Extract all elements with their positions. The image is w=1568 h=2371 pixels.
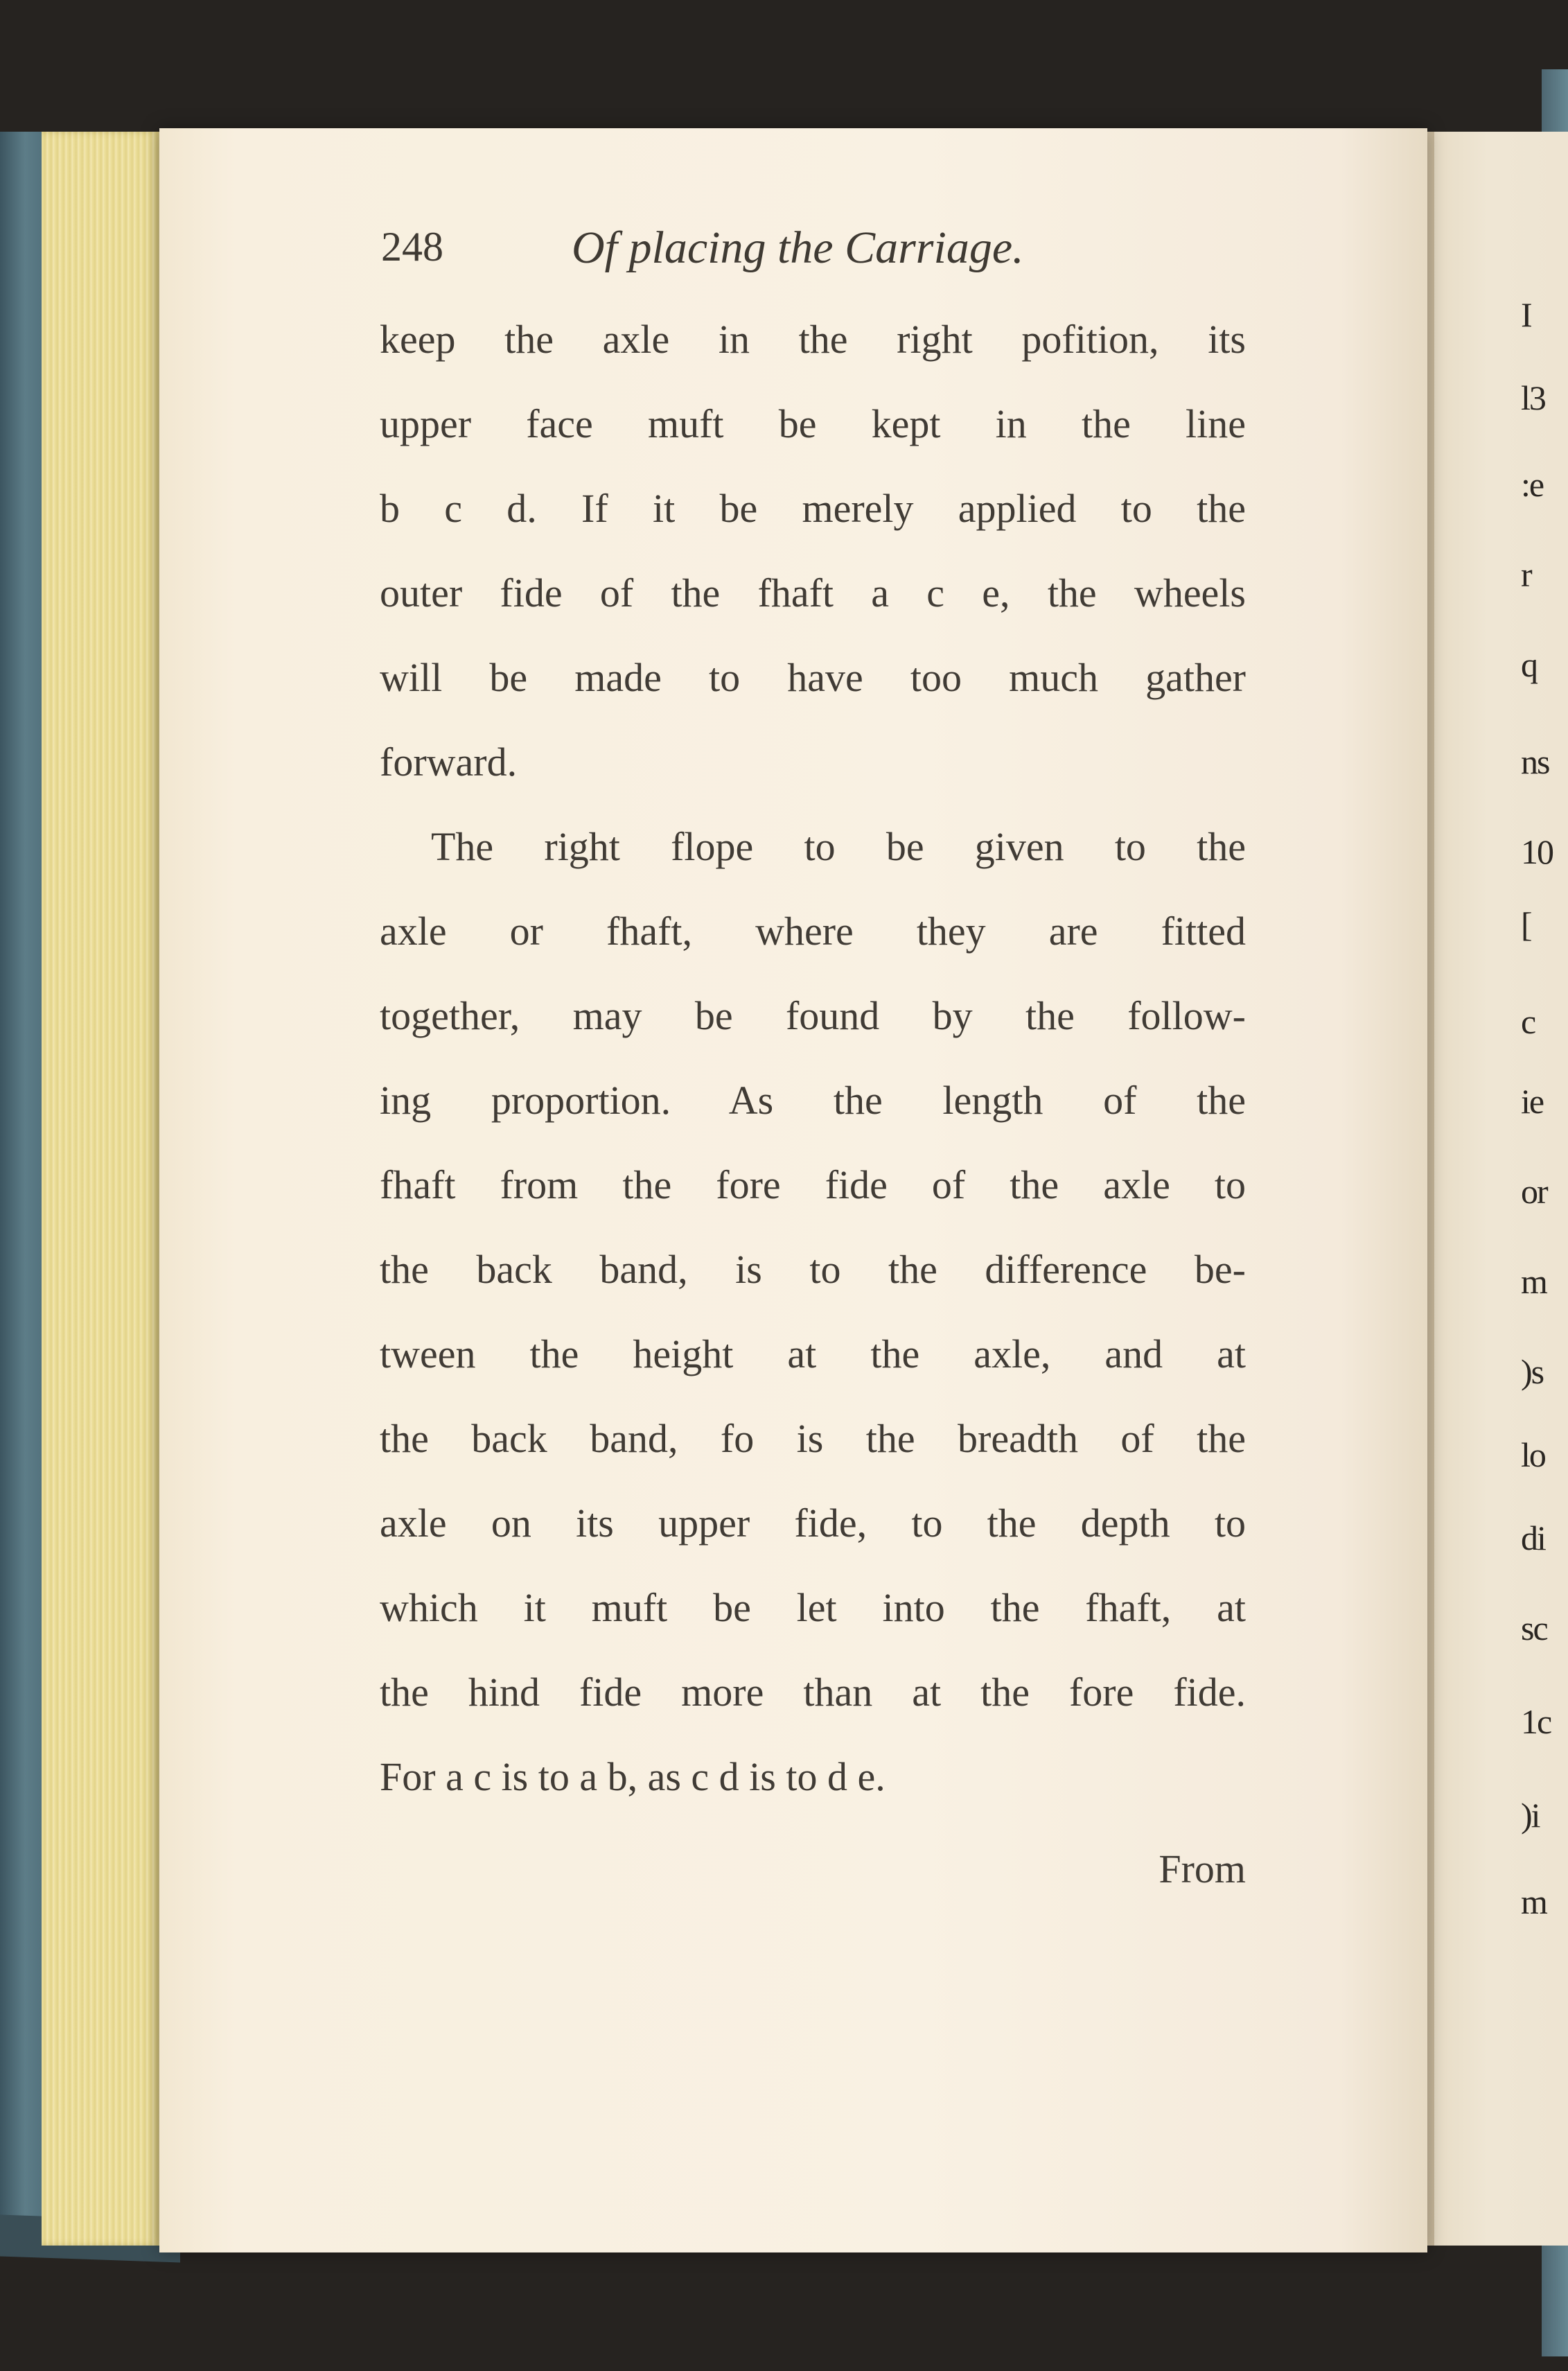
body-line: tween the height at the axle, and at: [380, 1331, 1246, 1376]
body-line: will be made to have too much gather: [380, 655, 1246, 700]
facing-page-mark: sc: [1521, 1609, 1547, 1647]
facing-page-mark: [: [1521, 905, 1531, 944]
body-line: the hind fide more than at the fore fide.: [380, 1670, 1246, 1715]
body-line: together, may be found by the follow-: [380, 993, 1246, 1038]
body-line: outer fide of the fhaft a c e, the wheels: [380, 570, 1246, 615]
body-line: the back band, fo is the breadth of the: [380, 1416, 1246, 1461]
page-number: 248: [381, 224, 443, 270]
body-line: fhaft from the fore fide of the axle to: [380, 1162, 1246, 1207]
facing-page-mark: ie: [1521, 1082, 1544, 1121]
facing-page-mark: di: [1521, 1519, 1545, 1557]
body-line: For a c is to a b, as c d is to d e.: [380, 1754, 886, 1799]
facing-page-mark: r: [1521, 555, 1531, 594]
facing-page-mark: lo: [1521, 1435, 1545, 1474]
body-line: upper face muft be kept in the line: [380, 401, 1246, 446]
facing-page-mark: I: [1521, 295, 1531, 334]
body-line: ing proportion. As the length of the: [380, 1078, 1246, 1123]
facing-page-mark: or: [1521, 1172, 1547, 1211]
catchword: From: [1159, 1846, 1246, 1891]
facing-page-mark: 1c: [1521, 1702, 1551, 1741]
facing-page-mark: )i: [1521, 1796, 1540, 1835]
body-line: axle or fhaft, where they are fitted: [380, 909, 1246, 954]
body-line: which it muft be let into the fhaft, at: [380, 1585, 1246, 1630]
facing-page-mark: 10: [1521, 832, 1553, 871]
facing-page-mark: q: [1521, 645, 1537, 684]
body-line: axle on its upper fide, to the depth to: [380, 1501, 1246, 1546]
running-title: Of placing the Carriage.: [572, 222, 1024, 273]
body-line: keep the axle in the right pofition, its: [380, 317, 1246, 362]
page-edges: [42, 132, 159, 2246]
facing-page-mark: c: [1521, 1002, 1535, 1041]
facing-page-mark: m: [1521, 1262, 1547, 1301]
facing-page-mark: )s: [1521, 1352, 1544, 1391]
facing-page-mark: m: [1521, 1882, 1547, 1921]
body-line: the back band, is to the difference be-: [380, 1247, 1246, 1292]
body-line: b c d. If it be merely applied to the: [380, 486, 1246, 531]
body-line: The right flope to be given to the: [431, 824, 1246, 869]
facing-page-mark: ns: [1521, 742, 1549, 781]
facing-page-mark: :e: [1521, 465, 1544, 504]
facing-page-mark: l3: [1521, 378, 1545, 417]
body-line: forward.: [380, 740, 518, 785]
